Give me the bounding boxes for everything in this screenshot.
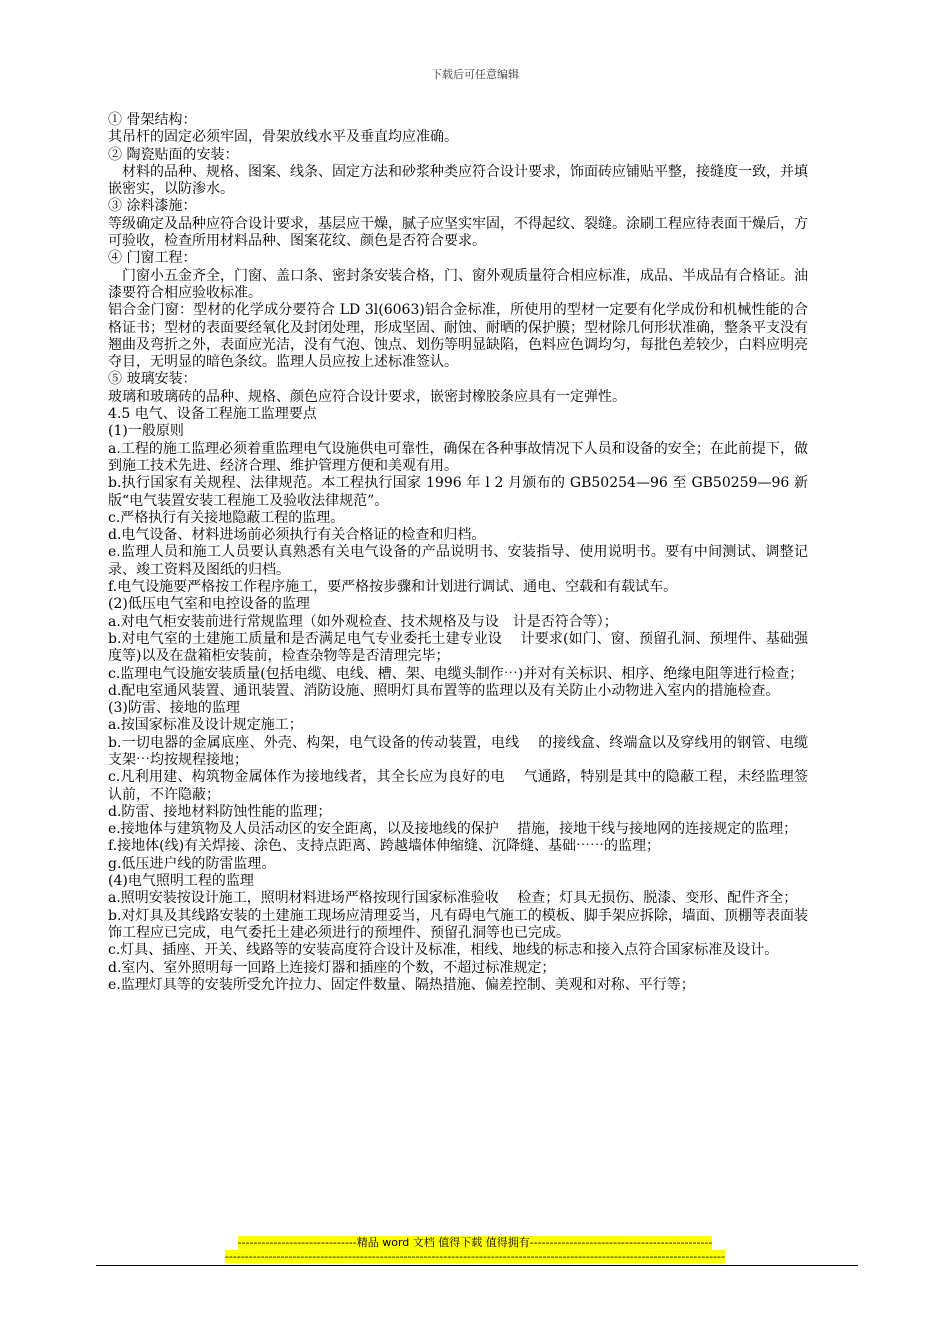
paragraph: b.对电气室的土建施工质量和是否满足电气专业委托土建专业设 计要求(如门、窗、预留孔洞、预埋件、基础强度等)以及在盘箱柜安装前，检查杂物等是否清理完毕； — [108, 630, 808, 665]
paragraph: 铝合金门窗：型材的化学成分要符合 LD 3l(6063)铝合金标准，所使用的型材一定要有化学成份和机械性能的合格证书；型材的表面要经氧化及封闭处理，形成坚固、耐蚀、耐晒的保护膜；型材除几何形状准确，整条平支没有翘曲及弯折之外，表面应光洁，没有气泡、蚀点、划伤等明显缺陷，色料应色调均匀，每批色差较少，白料应明亮夺目，无明显的暗色条纹。监理人员应按上述标准签认。 — [108, 302, 808, 371]
paragraph: e.监理灯具等的安装所受允许拉力、固定件数量、隔热措施、偏差控制、美观和对称、平行等； — [108, 976, 695, 993]
paragraph: 4.5 电气、设备工程施工监理要点 — [108, 406, 317, 423]
paragraph: b.一切电器的金属底座、外壳、构架，电气设备的传动装置，电线 的接线盒、终端盒以及穿线用的钢管、电缆支架⋯均按规程接地； — [108, 734, 808, 768]
paragraph: c.凡利用建、构筑物金属体作为接地线者，其全长应为良好的电 气通路，特别是其中的隐蔽工程，未经监理签认前，不许隐蔽； — [108, 769, 808, 803]
paragraph: d.防雷、接地材料防蚀性能的监理； — [108, 803, 332, 820]
paragraph: e.接地体与建筑物及人员活动区的安全距离，以及接地线的保护 措施，接地干线与接地网的连接规定的监理； — [108, 821, 798, 838]
paragraph: b.对灯具及其线路安装的土建施工现场应清理妥当，凡有碍电气施工的模板、脚手架应拆除，墙面、顶棚等表面装饰工程应已完成，电气委托土建必须进行的预埋件、预留孔洞等也已完成。 — [108, 907, 808, 941]
paragraph: (4)电气照明工程的监理 — [108, 873, 254, 890]
footer-rule — [96, 1265, 858, 1266]
paragraph: c.监理电气设施安装质量(包括电缆、电线、槽、架、电缆头制作⋯)并对有关标识、相序、绝缘电阻等进行检查； — [108, 665, 804, 682]
paragraph: c.灯具、插座、开关、线路等的安装高度符合设计及标准，相线、地线的标志和接入点符合国家标准及设计。 — [108, 942, 779, 959]
footer-banner-dashes: ------------------------------------------------------------------------------------------------------------------------------ — [224, 1250, 726, 1263]
paragraph: c.严格执行有关接地隐蔽工程的监理。 — [108, 509, 345, 526]
paragraph: e.监理人员和施工人员要认真熟悉有关电气设备的产品说明书、安装指导、使用说明书。要有中间测试、调整记录、竣工资料及图纸的归档。 — [108, 544, 808, 578]
paragraph: 门窗小五金齐全，门窗、盖口条、密封条安装合格，门、窗外观质量符合相应标准，成品、半成品有合格证。油漆要符合相应验收标准。 — [108, 267, 808, 301]
paragraph: a.工程的施工监理必须着重监理电气设施供电可靠性，确保在各种事故情况下人员和设备的安全；在此前提下，做到施工技术先进、经济合理、维护管理方便和美观有用。 — [108, 440, 808, 474]
footer-banner-bottom — [0, 1247, 950, 1265]
paragraph: ② 陶瓷贴面的安装： — [108, 146, 239, 163]
paragraph: d.室内、室外照明每一回路上连接灯器和插座的个数，不超过标准规定； — [108, 959, 556, 976]
paragraph: a.按国家标准及设计规定施工； — [108, 717, 303, 734]
paragraph: (2)低压电气室和电控设备的监理 — [108, 596, 310, 613]
paragraph: ① 骨架结构： — [108, 112, 197, 128]
footer-banner-text: ------------------------------精品 word 文档 值得下载 值得拥有---------------------------------------------- — [237, 1236, 713, 1249]
page-header: 下载后可任意编辑 — [431, 68, 519, 81]
paragraph: f.接地体(线)有关焊接、涂色、支持点距离、跨越墙体伸缩缝、沉降缝、基础⋯⋯的监理； — [108, 838, 661, 855]
paragraph: d.电气设备、材料进场前必须执行有关合格证的检查和归档。 — [108, 527, 486, 544]
paragraph: ④ 门窗工程： — [108, 250, 197, 267]
paragraph: a.照明安装按设计施工，照明材料进场严格按现行国家标准验收 检查；灯具无损伤、脱漆、变形、配件齐全； — [108, 890, 798, 907]
paragraph: (1)一般原则 — [108, 423, 184, 440]
paragraph: f.电气设施要严格按工作程序施工，要严格按步骤和计划进行调试、通电、空载和有载试车。 — [108, 579, 678, 596]
paragraph: d.配电室通风装置、通讯装置、消防设施、照明灯具布置等的监理以及有关防止小动物进入室内的措施检查。 — [108, 682, 780, 699]
paragraph: (3)防雷、接地的监理 — [108, 700, 240, 717]
paragraph: b.执行国家有关规程、法律规范。本工程执行国家 1996 年 l 2 月颁布的 GB50254—96 至 GB50259—96 新版“电气装置安装工程施工及验收法律规范”。 — [108, 475, 808, 509]
paragraph: g.低压进户线的防雷监理。 — [108, 855, 276, 872]
paragraph: 玻璃和玻璃砖的品种、规格、颜色应符合设计要求，嵌密封橡胶条应具有一定弹性。 — [108, 388, 626, 405]
paragraph: ③ 涂料漆施： — [108, 198, 197, 215]
paragraph: 材料的品种、规格、图案、线条、固定方法和砂浆种类应符合设计要求，饰面砖应铺贴平整，接缝度一致，并填嵌密实，以防渗水。 — [108, 163, 808, 198]
paragraph: 等级确定及品种应符合设计要求，基层应干燥，腻子应坚实牢固，不得起纹、裂缝。涂刷工程应待表面干燥后，方可验收，检查所用材料品种、图案花纹、颜色是否符合要求。 — [108, 215, 808, 250]
paragraph: 其吊杆的固定必须牢固，骨架放线水平及垂直均应准确。 — [108, 129, 458, 146]
document-body — [108, 112, 808, 994]
paragraph: a.对电气柜安装前进行常规监理（如外观检查、技术规格及与设 计是否符合等）； — [108, 613, 618, 630]
paragraph: ⑤ 玻璃安装： — [108, 371, 197, 388]
